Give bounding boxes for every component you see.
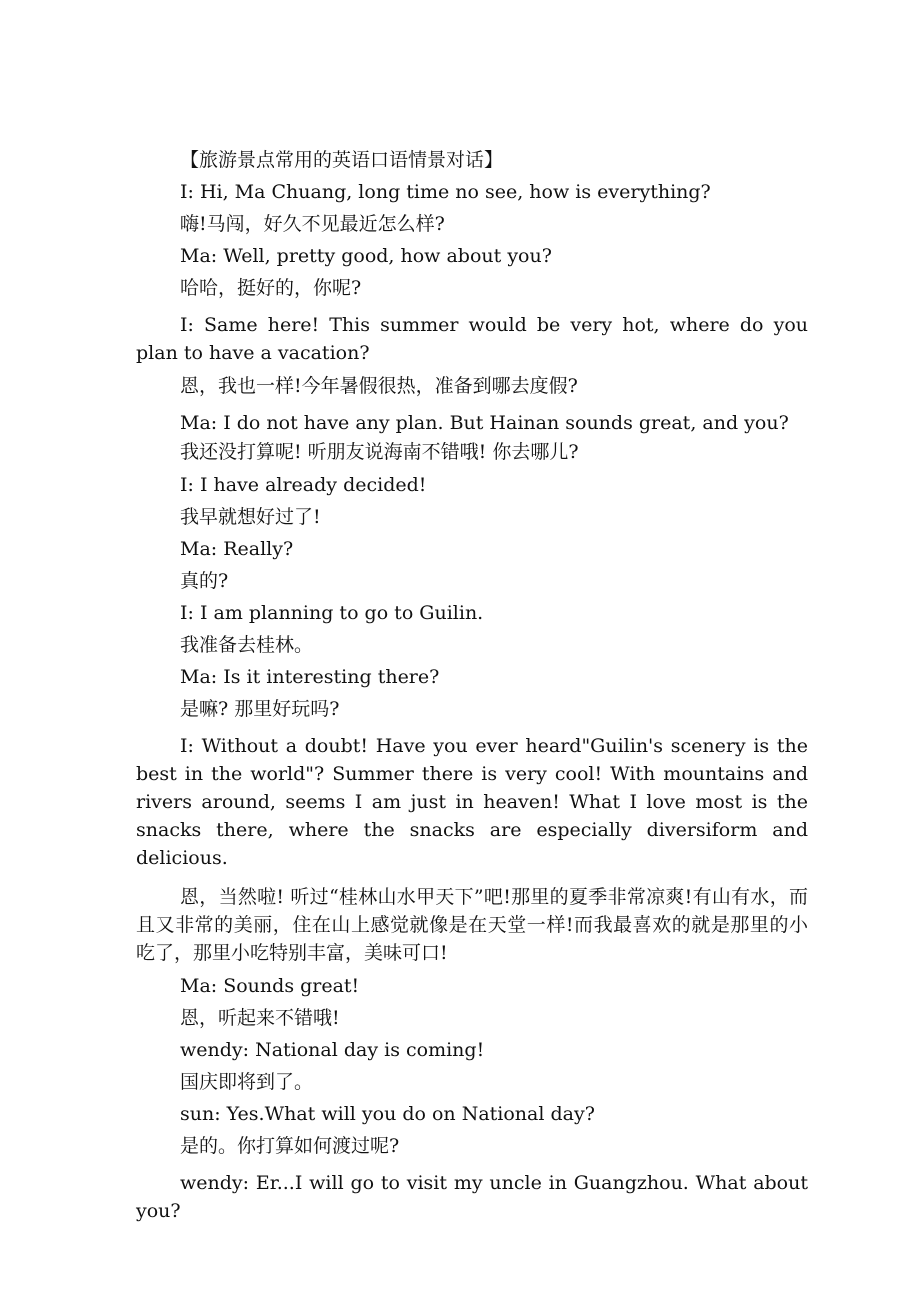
document-title: 【旅游景点常用的英语口语情景对话】 (180, 149, 504, 171)
dialogue-line: 我早就想好过了! (180, 506, 321, 528)
dialogue-line: 真的? (180, 570, 229, 592)
dialogue-line: I: I am planning to go to Guilin. (180, 602, 484, 624)
dialogue-line: 恩，听起来不错哦! (180, 1007, 340, 1029)
dialogue-line: I: I have already decided! (180, 474, 427, 496)
dialogue-paragraph: wendy: Er...I will go to visit my uncle in Guangzhou. What about you? (136, 1172, 808, 1222)
dialogue-line: Ma: I do not have any plan. But Hainan sounds great, and you? (180, 412, 789, 434)
dialogue-paragraph: I: Same here! This summer would be very hot, where do you plan to have a vacation? (136, 314, 808, 364)
dialogue-line: 国庆即将到了。 (180, 1071, 314, 1093)
dialogue-line: Ma: Is it interesting there? (180, 666, 440, 688)
dialogue-line: 是嘛? 那里好玩吗? (180, 698, 340, 720)
dialogue-line: wendy: National day is coming! (180, 1039, 485, 1061)
dialogue-line: Ma: Sounds great! (180, 975, 360, 997)
dialogue-line: 是的。你打算如何渡过呢? (180, 1135, 400, 1157)
dialogue-line: 哈哈，挺好的，你呢? (180, 277, 362, 299)
dialogue-line: 我还没打算呢! 听朋友说海南不错哦! 你去哪儿? (180, 441, 579, 463)
dialogue-line: Ma: Really? (180, 538, 294, 560)
dialogue-line: 恩，我也一样!今年暑假很热，准备到哪去度假? (180, 375, 578, 397)
dialogue-line: 嗨!马闯，好久不见最近怎么样? (180, 213, 445, 235)
dialogue-line: I: Hi, Ma Chuang, long time no see, how is everything? (180, 181, 711, 203)
dialogue-paragraph: I: Without a doubt! Have you ever heard"Guilin's scenery is the best in the world"? Summer there is very cool! With mountains and rivers around, seems I am just in heaven! What I love most is the snacks there, where the snacks are especially diversiform and delicious. (136, 735, 808, 869)
dialogue-line: 我准备去桂林。 (180, 634, 314, 656)
dialogue-paragraph: 恩，当然啦! 听过“桂林山水甲天下”吧!那里的夏季非常凉爽!有山有水，而且又非常的美丽，住在山上感觉就像是在天堂一样!而我最喜欢的就是那里的小吃了，那里小吃特别丰富，美味可口! (136, 886, 808, 964)
dialogue-line: Ma: Well, pretty good, how about you? (180, 245, 552, 267)
dialogue-line: sun: Yes.What will you do on National day? (180, 1103, 595, 1125)
